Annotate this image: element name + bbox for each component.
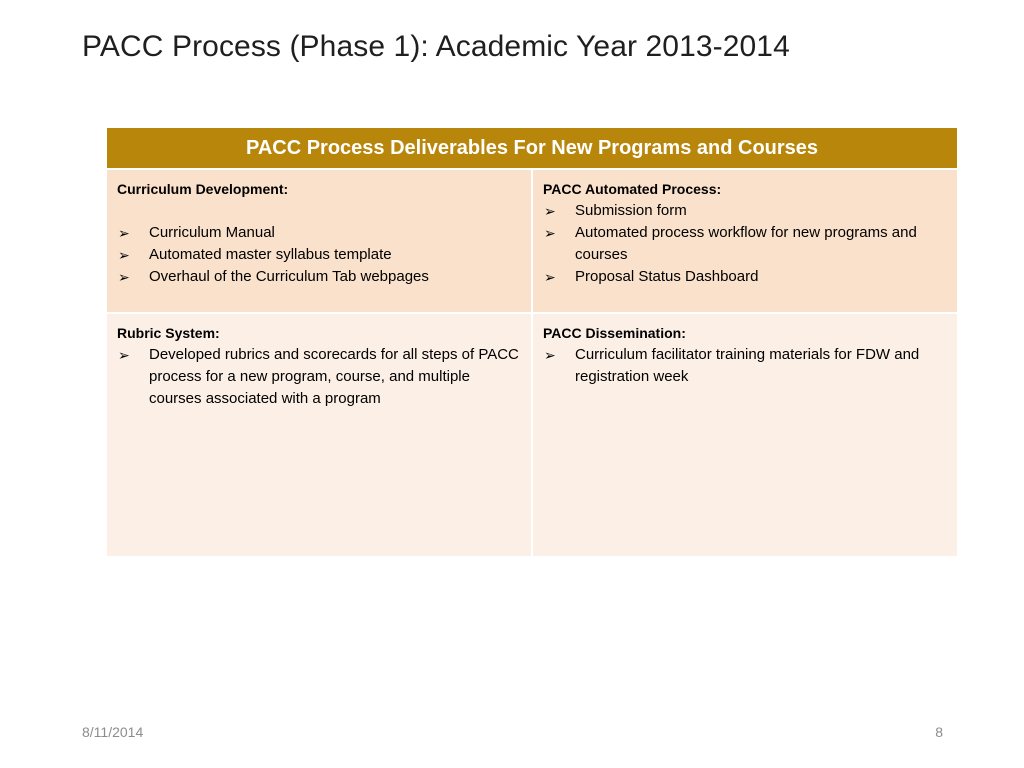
list-item: ➢ Developed rubrics and scorecards for all steps of PACC process for a new program, course, and multiple courses associated with a program	[118, 346, 519, 407]
bullet-list	[117, 222, 521, 288]
table-header: PACC Process Deliverables For New Programs and Courses	[107, 128, 957, 169]
slide-title: PACC Process (Phase 1): Academic Year 2013-2014	[82, 30, 790, 63]
arrow-bullet-icon: ➢	[544, 269, 556, 285]
page-number: 8	[935, 724, 943, 740]
cell-pacc-automated-process	[532, 169, 957, 313]
arrow-bullet-icon: ➢	[118, 247, 130, 263]
list-item: ➢ Curriculum Manual	[117, 222, 521, 244]
cell-rubric-system	[107, 313, 532, 556]
arrow-bullet-icon: ➢	[544, 203, 556, 219]
list-item: ➢ Curriculum facilitator training materials for FDW and registration week	[544, 346, 920, 385]
cell-heading: Curriculum Development:	[117, 181, 289, 197]
bullet-list	[117, 344, 521, 410]
table-row	[107, 169, 957, 313]
arrow-bullet-icon: ➢	[118, 269, 130, 285]
list-item: ➢ Automated master syllabus template	[117, 244, 521, 266]
cell-curriculum-development	[107, 169, 532, 313]
cell-heading: Rubric System:	[117, 325, 220, 341]
cell-heading: PACC Dissemination:	[543, 325, 686, 341]
footer-date: 8/11/2014	[82, 724, 144, 740]
table-row	[107, 313, 957, 556]
bullet-list	[543, 200, 947, 288]
cell-pacc-dissemination	[532, 313, 957, 556]
list-item: ➢ Proposal Status Dashboard	[543, 266, 947, 288]
cell-heading: PACC Automated Process:	[543, 181, 722, 197]
list-item: ➢ Submission form	[543, 200, 947, 222]
arrow-bullet-icon: ➢	[544, 225, 556, 241]
bullet-list	[543, 344, 947, 388]
arrow-bullet-icon: ➢	[544, 347, 556, 363]
arrow-bullet-icon: ➢	[118, 225, 130, 241]
deliverables-table	[107, 128, 957, 556]
list-item: ➢ Overhaul of the Curriculum Tab webpages	[117, 266, 521, 288]
arrow-bullet-icon: ➢	[118, 347, 130, 363]
list-item: ➢ Automated process workflow for new programs and courses	[544, 224, 917, 263]
